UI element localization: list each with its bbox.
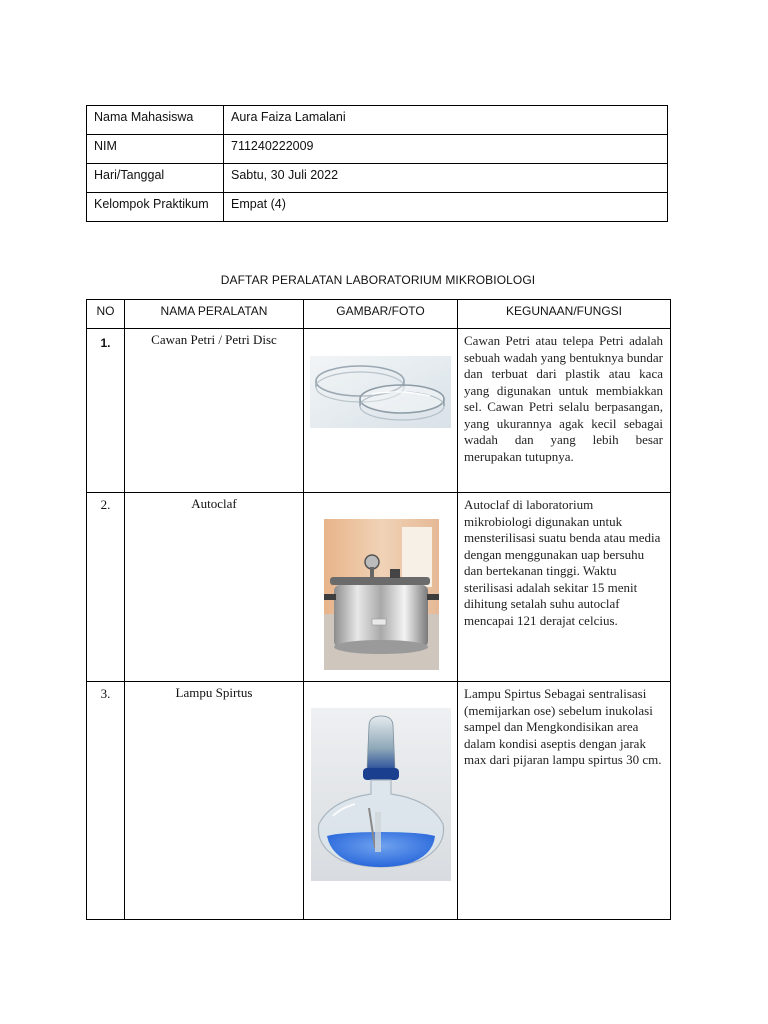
equipment-image-cell <box>304 682 458 920</box>
header-function: KEGUNAAN/FUNGSI <box>458 300 671 329</box>
row-number: 2. <box>87 493 125 682</box>
header-no: NO <box>87 300 125 329</box>
info-label: Kelompok Praktikum <box>87 193 224 222</box>
autoclave-photo-icon <box>324 519 439 670</box>
petri-dish-photo-icon <box>310 356 451 428</box>
table-row <box>87 682 671 920</box>
info-row-group <box>87 193 668 222</box>
info-value: Aura Faiza Lamalani <box>224 106 668 135</box>
student-info-table <box>86 105 668 222</box>
info-row-name <box>87 106 668 135</box>
equipment-name: Lampu Spirtus <box>125 682 304 920</box>
equipment-function: Cawan Petri atau telepa Petri adalah sebuah wadah yang bentuknya bundar dan terbuat dari plastik atau kaca yang digunakan untuk membiakkan sel. Cawan Petri selalu berpasangan, yang ukurannya agak kecil sebagai wadah dan yang lebih besar merupakan tutupnya. <box>458 329 671 493</box>
equipment-function: Autoclaf di laboratorium mikrobiologi digunakan untuk mensterilisasi suatu benda atau media dengan menggunakan uap bersuhu dan bertekanan tinggi. Waktu sterilisasi adalah sekitar 15 menit dihitung setalah suhu autoclaf mencapai 121 derajat celcius. <box>458 493 671 682</box>
equipment-name: Cawan Petri / Petri Disc <box>125 329 304 493</box>
info-row-date <box>87 164 668 193</box>
document-title: DAFTAR PERALATAN LABORATORIUM MIKROBIOLOGI <box>220 273 536 287</box>
table-row <box>87 493 671 682</box>
info-value: 711240222009 <box>224 135 668 164</box>
equipment-image-cell <box>304 329 458 493</box>
equipment-name: Autoclaf <box>125 493 304 682</box>
info-row-nim <box>87 135 668 164</box>
header-name: NAMA PERALATAN <box>125 300 304 329</box>
equipment-function: Lampu Spirtus Sebagai sentralisasi (memijarkan ose) sebelum inukolasi sampel dan Mengkondisikan area dalam kondisi aseptis dengan jarak max dari pijaran lampu spirtus 30 cm. <box>458 682 671 920</box>
equipment-table <box>86 299 671 920</box>
spirit-lamp-photo-icon <box>311 708 451 881</box>
info-label: Nama Mahasiswa <box>87 106 224 135</box>
equipment-image-cell <box>304 493 458 682</box>
info-label: NIM <box>87 135 224 164</box>
row-number: 1. <box>87 329 125 493</box>
header-image: GAMBAR/FOTO <box>304 300 458 329</box>
info-value: Empat (4) <box>224 193 668 222</box>
table-row <box>87 329 671 493</box>
row-number: 3. <box>87 682 125 920</box>
info-value: Sabtu, 30 Juli 2022 <box>224 164 668 193</box>
table-header-row <box>87 300 671 329</box>
info-label: Hari/Tanggal <box>87 164 224 193</box>
